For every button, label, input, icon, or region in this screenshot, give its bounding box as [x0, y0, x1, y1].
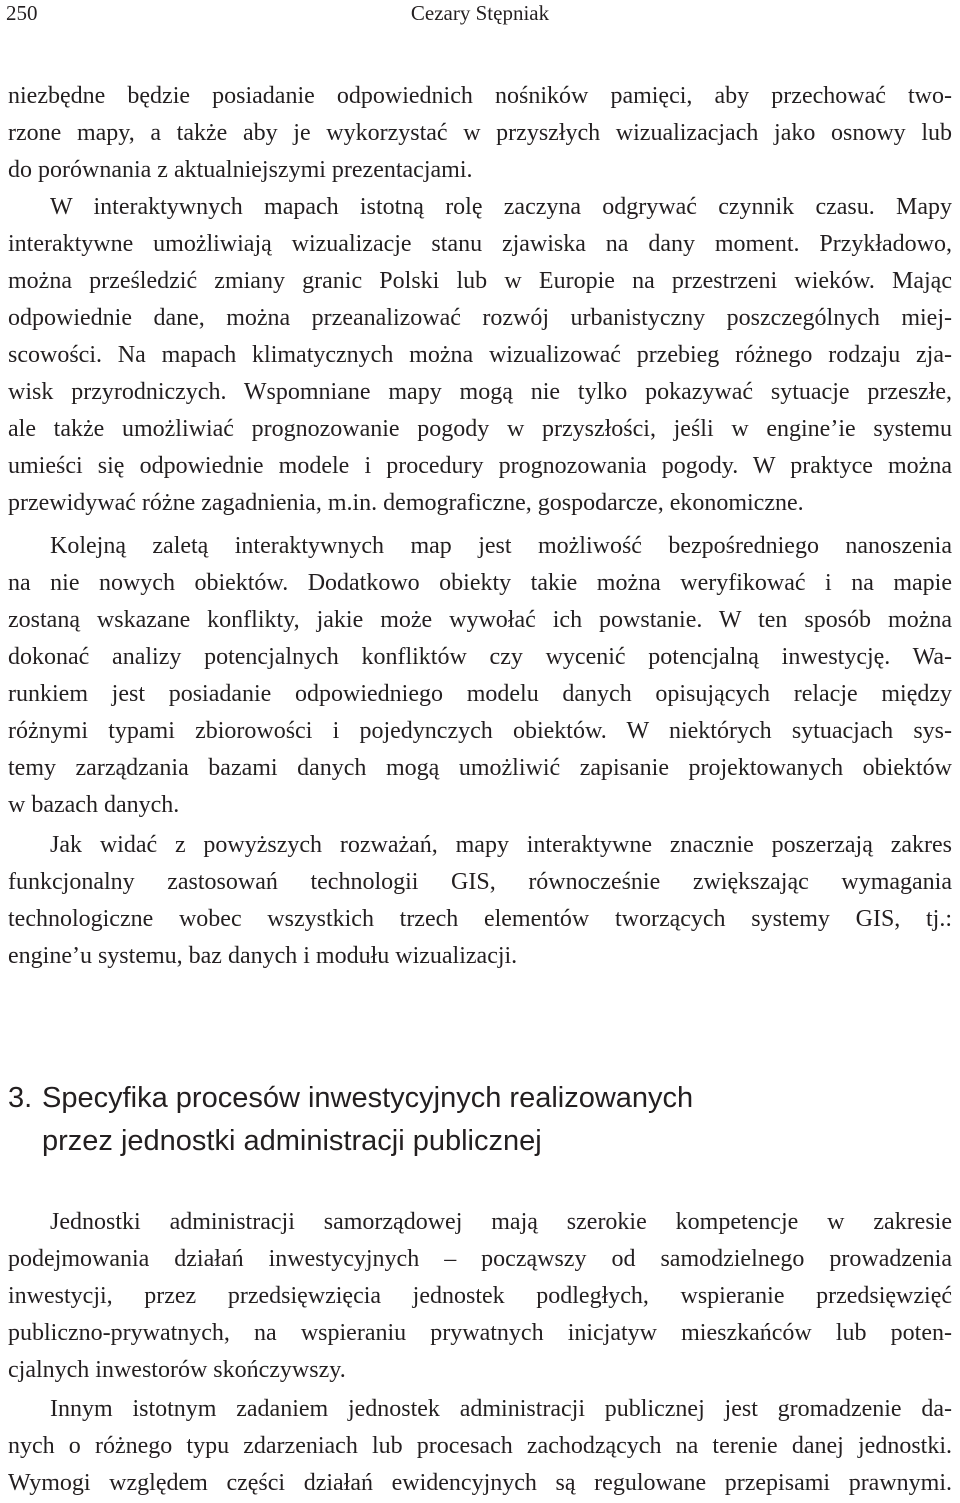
text-line: do porównania z aktualniejszymi prezentacjami. [8, 157, 473, 183]
text-line: runkiem jest posiadanie odpowiedniego modelu danych opisujących relacje między [8, 681, 952, 707]
text-line: Jednostki administracji samorządowej mają szerokie kompetencje w zakresie [50, 1209, 952, 1235]
text-line: inwestycji, przez przedsięwzięcia jednostek podległych, wspieranie przedsięwzięć [8, 1283, 952, 1309]
text-line: ale także umożliwiać prognozowanie pogody w przyszłości, jeśli w engine’ie systemu [8, 416, 952, 442]
section-heading-line-1 [8, 1081, 952, 1115]
text-line: przewidywać różne zagadnienia, m.in. demograficzne, gospodarcze, ekonomiczne. [8, 490, 804, 516]
page-header [0, 0, 960, 28]
running-head-author: Cezary Stępniak [410, 1, 550, 25]
text-line: Jak widać z powyższych rozważań, mapy interaktywne znacznie poszerzają zakres [50, 832, 952, 858]
text-line: scowości. Na mapach klimatycznych można wizualizować przebieg różnego rodzaju zja- [8, 342, 952, 368]
text-line: Innym istotnym zadaniem jednostek administracji publicznej jest gromadzenie da- [50, 1396, 952, 1422]
text-line: cjalnych inwestorów skończywszy. [8, 1357, 346, 1383]
text-line: wisk przyrodniczych. Wspomniane mapy mogą nie tylko pokazywać sytuacje przeszłe, [8, 379, 952, 405]
text-line: podejmowania działań inwestycyjnych – począwszy od samodzielnego prowadzenia [8, 1246, 952, 1272]
text-line: engine’u systemu, baz danych i modułu wizualizacji. [8, 943, 518, 969]
text-line: Wymogi względem części działań ewidencyjnych są regulowane przepisami prawnymi. [8, 1470, 952, 1496]
text-line: interaktywne umożliwiają wizualizacje stanu zjawiska na dany moment. Przykładowo, [8, 231, 952, 257]
section-number: 3. [8, 1082, 33, 1114]
text-line: umieści się odpowiednie modele i procedury prognozowania pogody. W praktyce można [8, 453, 952, 479]
text-line: Kolejną zaletą interaktywnych map jest możliwość bezpośredniego nanoszenia [50, 533, 952, 559]
text-line: zostaną wskazane konflikty, jakie może wywołać ich powstanie. W ten sposób można [8, 607, 952, 633]
text-line: temy zarządzania bazami danych mogą umożliwić zapisanie projektowanych obiektów [8, 755, 952, 781]
text-line: rzone mapy, a także aby je wykorzystać w przyszłych wizualizacjach jako osnowy lub [8, 120, 952, 146]
text-line: odpowiednie dane, można przeanalizować rozwój urbanistyczny poszczególnych miej- [8, 305, 952, 331]
text-line: niezbędne będzie posiadanie odpowiednich nośników pamięci, aby przechować two- [8, 83, 952, 109]
section-title-part-1: Specyfika procesów inwestycyjnych realizowanych [42, 1082, 694, 1114]
text-line: nych o różnego typu zdarzeniach lub procesach zachodzących na terenie danej jednostki. [8, 1433, 952, 1459]
text-line: funkcjonalny zastosowań technologii GIS, równocześnie zwiększając wymagania [8, 869, 952, 895]
text-line: na nie nowych obiektów. Dodatkowo obiekty takie można weryfikować i na mapie [8, 570, 952, 596]
page-number: 250 [6, 1, 38, 25]
text-line: różnymi typami zbiorowości i pojedynczych obiektów. W niektórych sytuacjach sys- [8, 718, 952, 744]
text-line: dokonać analizy potencjalnych konfliktów czy wycenić potencjalną inwestycję. Wa- [8, 644, 952, 670]
section-title-part-2: przez jednostki administracji publicznej [42, 1125, 542, 1157]
text-line: technologiczne wobec wszystkich trzech elementów tworzących systemy GIS, tj.: [8, 906, 952, 932]
text-line: w bazach danych. [8, 792, 180, 818]
text-line: można prześledzić zmiany granic Polski lub w Europie na przestrzeni wieków. Mając [8, 268, 952, 294]
text-line: publiczno-prywatnych, na wspieraniu prywatnych inicjatyw mieszkańców lub poten- [8, 1320, 952, 1346]
text-line: W interaktywnych mapach istotną rolę zaczyna odgrywać czynnik czasu. Mapy [50, 194, 952, 220]
